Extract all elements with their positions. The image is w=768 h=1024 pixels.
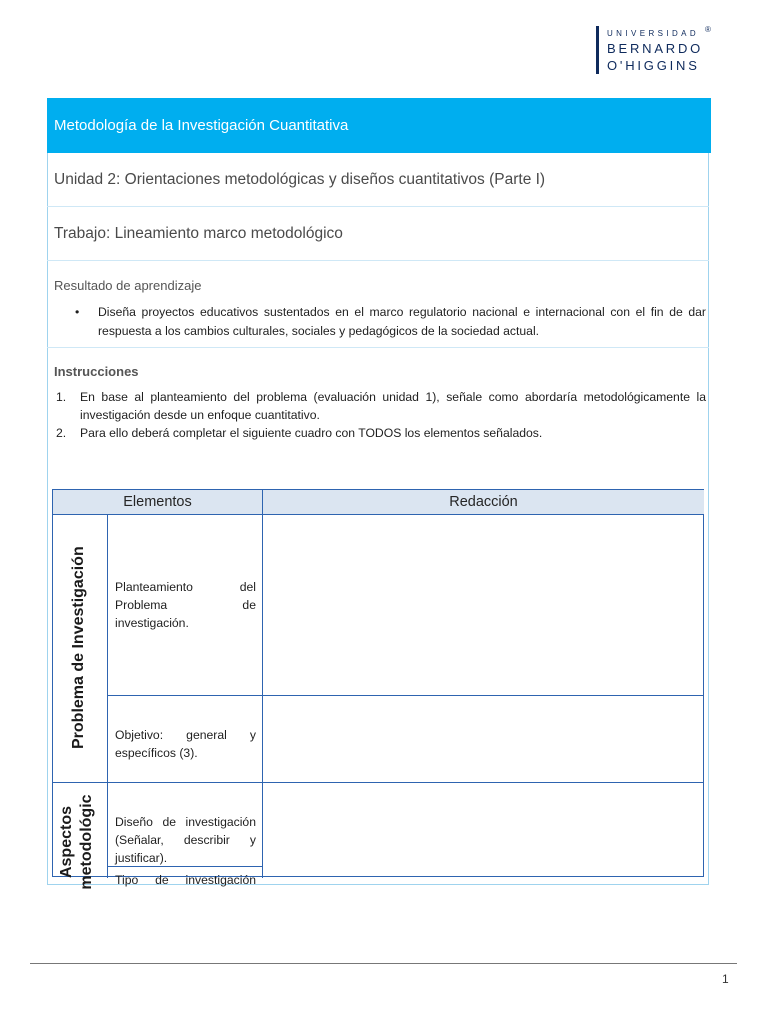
redaccion-objetivo-cell[interactable] xyxy=(269,700,697,778)
logo-bar xyxy=(596,26,599,74)
section-label-line: Aspectos xyxy=(58,805,75,879)
resultado-title: Resultado de aprendizaje xyxy=(54,278,202,293)
instruction-item-1 xyxy=(54,388,706,424)
resultado-text: Diseña proyectos educativos sustentados en el marco regulatorio nacional e internacional con el fin de dar respuesta a los cambios culturales, sociales y pedagógicos de la sociedad actual. xyxy=(98,305,706,338)
page-number: 1 xyxy=(722,972,729,986)
logo-line-ohiggins: O'HIGGINS xyxy=(607,58,700,73)
registered-mark: ® xyxy=(705,25,711,34)
instruction-item-2 xyxy=(54,424,706,442)
column-divider xyxy=(262,515,263,878)
element-objetivo: Objetivo: general y específicos (3). xyxy=(115,728,256,760)
instruction-text: En base al planteamiento del problema (evaluación unidad 1), señale como abordaría metodológicamente la investigación desde un enfoque cuantitativo. xyxy=(80,390,706,422)
instruction-number: 1. xyxy=(56,390,67,404)
row-divider xyxy=(53,782,704,783)
row-divider xyxy=(107,695,704,696)
resultado-bullet-item xyxy=(76,303,706,341)
header-redaccion: Redacción xyxy=(263,490,704,515)
instruction-number: 2. xyxy=(56,426,67,440)
bullet-icon: • xyxy=(75,305,80,319)
section-divider xyxy=(47,347,709,348)
element-diseno: Diseño de investigación (Señalar, describir y justificar). xyxy=(115,815,256,865)
redaccion-planteamiento-cell[interactable] xyxy=(269,520,697,690)
header-elementos: Elementos xyxy=(53,490,263,515)
instrucciones-title: Instrucciones xyxy=(54,364,139,379)
element-tipo: Tipo de investigación xyxy=(115,873,256,887)
redaccion-diseno-cell[interactable] xyxy=(269,787,697,873)
course-title-banner: Metodología de la Investigación Cuantitativa xyxy=(47,98,711,153)
section-label-aspectos xyxy=(57,792,101,892)
instruction-text: Para ello deberá completar el siguiente cuadro con TODOS los elementos señalados. xyxy=(80,426,543,440)
logo-line-bernardo: BERNARDO xyxy=(607,41,704,56)
work-title: Trabajo: Lineamiento marco metodológico xyxy=(47,207,709,261)
footer-divider xyxy=(30,963,737,964)
column-divider xyxy=(107,515,108,878)
logo-line-universidad: UNIVERSIDAD xyxy=(607,29,700,38)
unit-title: Unidad 2: Orientaciones metodológicas y diseños cuantitativos (Parte I) xyxy=(47,153,709,207)
university-logo xyxy=(596,22,716,78)
section-label-problema: Problema de Investigación xyxy=(70,546,87,749)
elements-table xyxy=(52,489,704,890)
section-label-line: metodológic xyxy=(78,794,95,890)
element-planteamiento: Planteamiento del Problema de investigación. xyxy=(115,580,256,630)
